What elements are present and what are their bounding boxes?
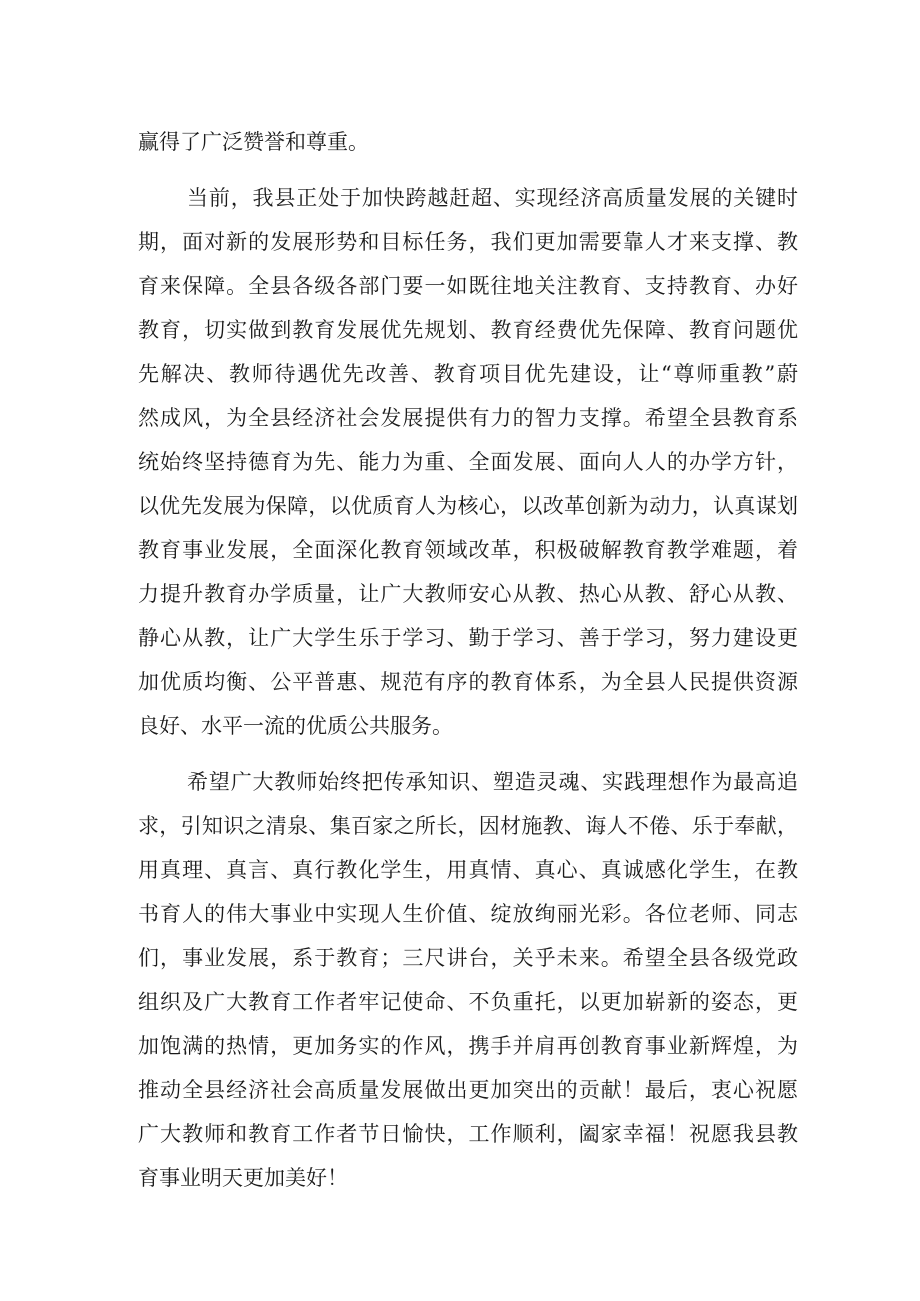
paragraph-line: 然成风，为全县经济社会发展提供有力的智力支撑。希望全县教育系: [138, 406, 798, 430]
paragraph-line: 推动全县经济社会高质量发展做出更加突出的贡献！最后，衷心祝愿: [138, 1078, 798, 1102]
paragraph-line: 广大教师和教育工作者节日愉快，工作顺利，阖家幸福！祝愿我县教: [138, 1122, 798, 1146]
paragraph-line: 用真理、真言、真行教化学生，用真情、真心、真诚感化学生，在教: [138, 858, 798, 882]
paragraph-line: 当前，我县正处于加快跨越赶超、实现经济高质量发展的关键时: [187, 186, 798, 210]
paragraph-line: 育来保障。全县各级各部门要一如既往地关注教育、支持教育、办好: [138, 274, 798, 298]
paragraph-line: 加优质均衡、公平普惠、规范有序的教育体系，为全县人民提供资源: [138, 670, 798, 694]
paragraph-line: 赢得了广泛赞誉和尊重。: [138, 130, 369, 154]
paragraph-line: 书育人的伟大事业中实现人生价值、绽放绚丽光彩。各位老师、同志: [138, 902, 798, 926]
paragraph-line: 组织及广大教育工作者牢记使命、不负重托，以更加崭新的姿态，更: [138, 990, 798, 1014]
paragraph-line: 力提升教育办学质量，让广大教师安心从教、热心从教、舒心从教、: [138, 582, 798, 606]
paragraph-line: 静心从教，让广大学生乐于学习、勤于学习、善于学习，努力建设更: [138, 626, 798, 650]
paragraph-line: 求，引知识之清泉、集百家之所长，因材施教、诲人不倦、乐于奉献，: [138, 814, 798, 838]
paragraph-line: 良好、水平一流的优质公共服务。: [138, 714, 453, 738]
paragraph-line: 期，面对新的发展形势和目标任务，我们更加需要靠人才来支撑、教: [138, 230, 798, 254]
paragraph-line: 育事业明天更加美好！: [138, 1166, 348, 1190]
paragraph-line: 先解决、教师待遇优先改善、教育项目优先建设，让“尊师重教”蔚: [138, 362, 798, 386]
paragraph-line: 们，事业发展，系于教育；三尺讲台，关乎未来。希望全县各级党政: [138, 946, 798, 970]
paragraph-line: 统始终坚持德育为先、能力为重、全面发展、面向人人的办学方针，: [138, 450, 798, 474]
paragraph-line: 教育事业发展，全面深化教育领域改革，积极破解教育教学难题，着: [138, 538, 798, 562]
paragraph-line: 教育，切实做到教育发展优先规划、教育经费优先保障、教育问题优: [138, 318, 798, 342]
paragraph-line: 希望广大教师始终把传承知识、塑造灵魂、实践理想作为最高追: [187, 770, 798, 794]
paragraph-line: 以优先发展为保障，以优质育人为核心，以改革创新为动力，认真谋划: [138, 494, 798, 518]
paragraph-line: 加饱满的热情，更加务实的作风，携手并肩再创教育事业新辉煌，为: [138, 1034, 798, 1058]
